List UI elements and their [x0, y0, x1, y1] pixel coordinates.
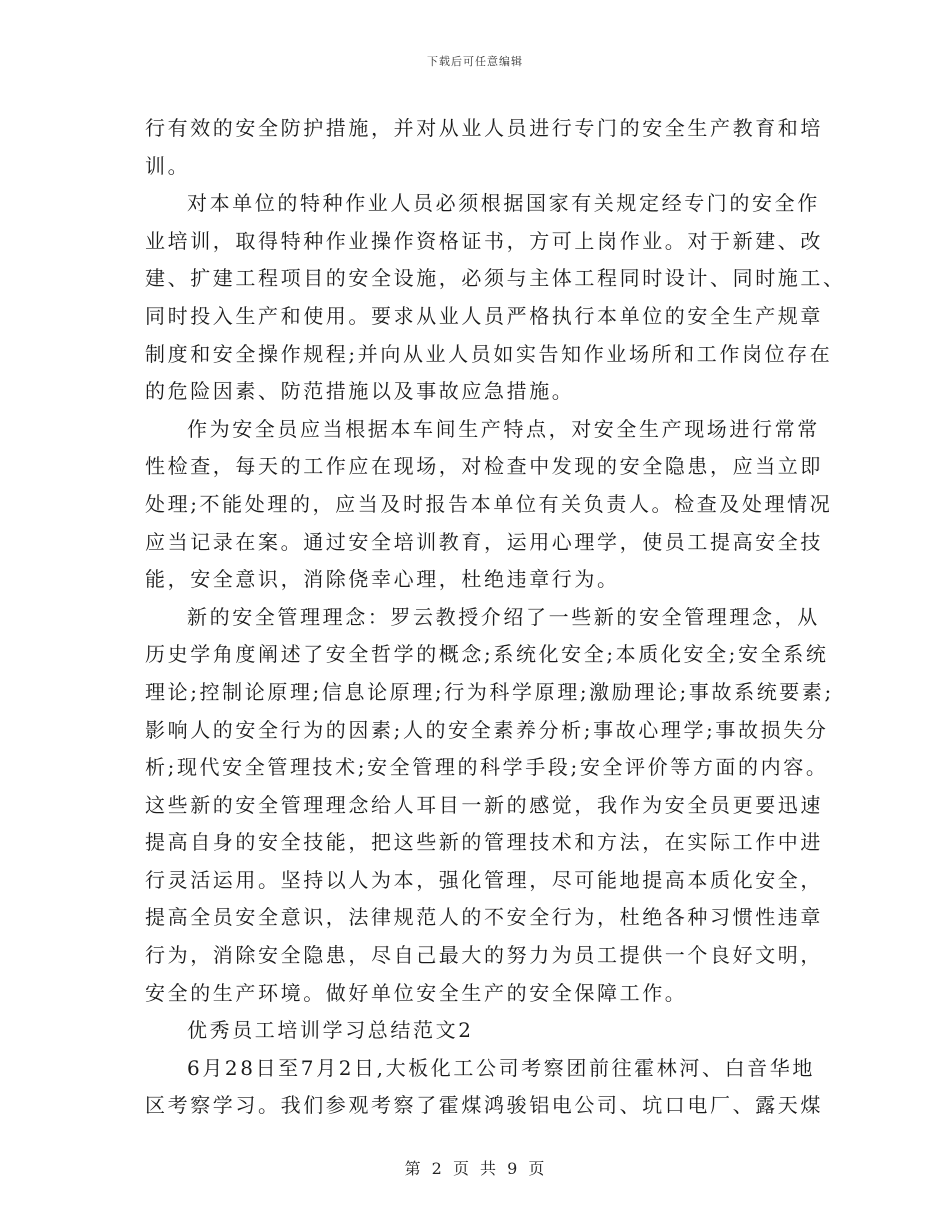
- text-line: 影响人的安全行为的因素;人的安全素养分析;事故心理学;事故损失分: [145, 717, 829, 742]
- text-line: 这些新的安全管理理念给人耳目一新的感觉，我作为安全员更要迅速: [145, 792, 823, 817]
- text-line: 行灵活运用。坚持以人为本，强化管理，尽可能地提高本质化安全，: [145, 867, 823, 892]
- text-line: 处理;不能处理的，应当及时报告本单位有关负责人。检查及处理情况: [145, 491, 833, 516]
- text-line: 作为安全员应当根据本车间生产特点，对安全生产现场进行常常: [187, 416, 820, 441]
- text-line: 提高自身的安全技能，把这些新的管理技术和方法，在实际工作中进: [145, 830, 823, 855]
- text-line: 历史学角度阐述了安全哲学的概念;系统化安全;本质化安全;安全系统: [145, 642, 829, 667]
- text-line: 同时投入生产和使用。要求从业人员严格执行本单位的安全生产规章: [145, 303, 823, 328]
- text-line: 区考察学习。我们参观考察了霍煤鸿骏铝电公司、坑口电厂、露天煤: [145, 1093, 823, 1118]
- page-number: 第 2 页 共 9 页: [404, 1159, 546, 1178]
- text-line: 对本单位的特种作业人员必须根据国家有关规定经专门的安全作: [187, 191, 820, 216]
- text-line: 新的安全管理理念：罗云教授介绍了一些新的安全管理理念，从: [187, 604, 820, 629]
- document-body: [145, 110, 846, 1125]
- text-line: 制度和安全操作规程;并向从业人员如实告知作业场所和工作岗位存在: [145, 341, 833, 366]
- text-line: 提高全员安全意识，法律规范人的不安全行为，杜绝各种习惯性违章: [145, 905, 823, 930]
- text-line: 性检查，每天的工作应在现场，对检查中发现的安全隐患，应当立即: [145, 454, 823, 479]
- text-line: 安全的生产环境。做好单位安全生产的安全保障工作。: [145, 980, 688, 1005]
- text-line: 优秀员工培训学习总结范文2: [187, 1018, 474, 1043]
- text-line: 应当记录在案。通过安全培训教育，运用心理学，使员工提高安全技: [145, 529, 823, 554]
- text-line: 理论;控制论原理;信息论原理;行为科学原理;激励理论;事故系统要素;: [145, 679, 834, 704]
- text-line: 建、扩建工程项目的安全设施，必须与主体工程同时设计、同时施工、: [145, 266, 846, 291]
- text-line: 析;现代安全管理技术;安全管理的科学手段;安全评价等方面的内容。: [145, 755, 829, 780]
- header-note: 下载后可任意编辑: [427, 55, 523, 68]
- text-line: 能，安全意识，消除侥幸心理，杜绝违章行为。: [145, 567, 620, 592]
- text-line: 业培训，取得特种作业操作资格证书，方可上岗作业。对于新建、改: [145, 228, 823, 253]
- text-line: 行为，消除安全隐患，尽自己最大的努力为员工提供一个良好文明，: [145, 943, 823, 968]
- text-line: 的危险因素、防范措施以及事故应急措施。: [145, 379, 575, 404]
- text-line: 行有效的安全防护措施，并对从业人员进行专门的安全生产教育和培: [145, 116, 823, 140]
- text-line: 训。: [145, 153, 191, 178]
- text-line: 6月28日至7月2日,大板化工公司考察团前往霍林河、白音华地: [187, 1055, 815, 1080]
